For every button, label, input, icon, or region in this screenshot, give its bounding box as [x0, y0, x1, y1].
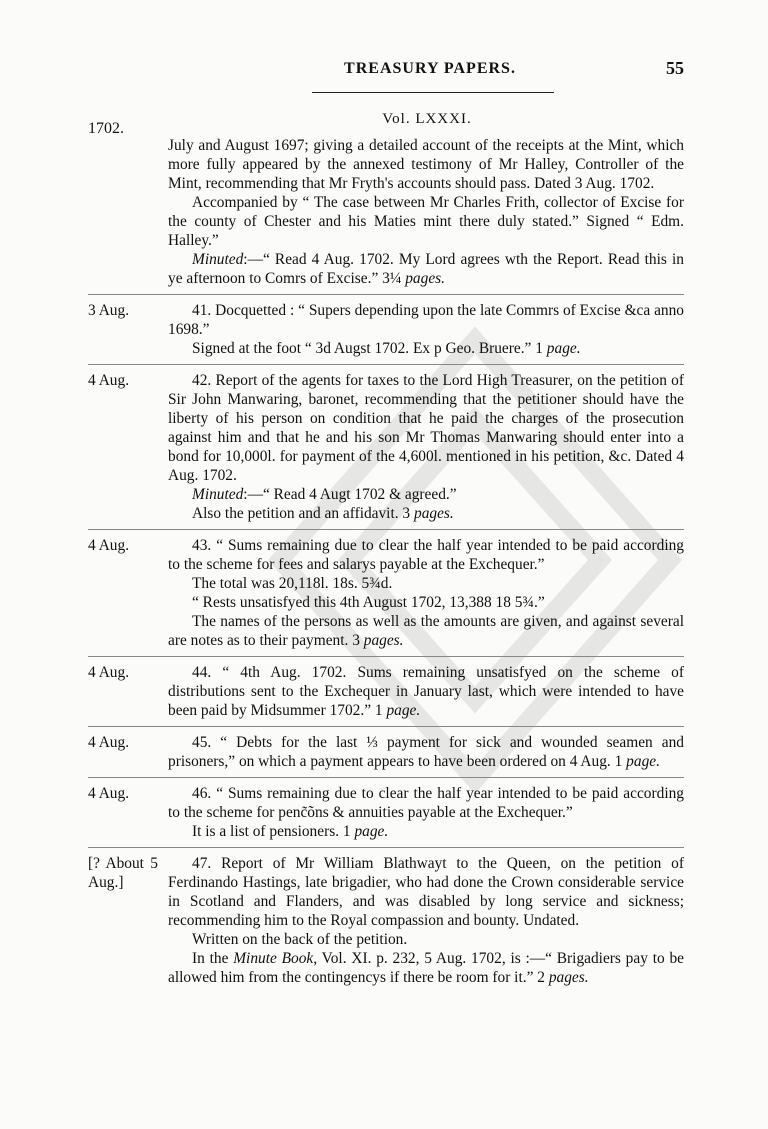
entry-44: [88, 663, 684, 720]
entry-43: [88, 536, 684, 650]
entry-date: 4 Aug.: [88, 372, 130, 389]
entry-intro: [168, 136, 684, 288]
entry-total: The total was 20,118l. 18s. 5¾d.: [192, 575, 393, 592]
entry-divider: [88, 529, 684, 530]
entry-45: [88, 733, 684, 771]
entry-text: Written on the back of the petition.: [192, 931, 408, 948]
entry-divider: [88, 364, 684, 365]
volume-heading: Vol. LXXXI.: [382, 111, 472, 127]
header-rule: [312, 92, 554, 93]
entry-divider: [88, 847, 684, 848]
entry-date: 4 Aug.: [88, 734, 130, 751]
entry-41: [88, 301, 684, 358]
entry-minuted: Minuted:—“ Read 4 Augt 1702 & agreed.”: [192, 486, 457, 503]
entry-text: 45. “ Debts for the last ⅓ payment for sick and wounded seamen and prisoners,” on which a payment appears to have been ordered on 4 Aug. 1 page.: [168, 734, 684, 770]
entry-47: [88, 854, 684, 987]
entry-text: 47. Report of Mr William Blathwayt to the Queen, on the petition of Ferdinando Hastings, late brigadier, who had done the Crown considerable service in Scotland and Flanders, and was disabled by long service and sickness; recommending him to the Royal compassion and bounty. Undated.: [168, 855, 684, 929]
intro-minuted: Minuted:—“ Read 4 Aug. 1702. My Lord agrees wth the Report. Read this in ye afternoon to Comrs of Excise.” 3¼ pages.: [168, 251, 684, 287]
entry-text: In the Minute Book, Vol. XI. p. 232, 5 Aug. 1702, is :—“ Brigadiers pay to be allowed him from the contingencys if there be room for it.” 2 pages.: [168, 950, 684, 986]
intro-accompanied: Accompanied by “ The case between Mr Charles Frith, collector of Excise for the county of Chester and his Maties mint there duly stated.” Signed “ Edm. Halley.”: [168, 194, 684, 249]
entry-date: [? About 5 Aug.]: [88, 855, 158, 891]
page-number: 55: [666, 58, 684, 78]
entry-text: It is a list of pensioners. 1 page.: [192, 823, 389, 840]
entry-46: [88, 784, 684, 841]
entry-text: The names of the persons as well as the amounts are given, and against several are notes as to their payment. 3 pages.: [168, 613, 684, 649]
entry-text: 44. “ 4th Aug. 1702. Sums remaining unsatisfyed on the scheme of distributions sent to the Exchequer in January last, which were intended to have been paid by Midsummer 1702.” 1 page.: [168, 664, 684, 719]
body-text: [88, 136, 684, 987]
entry-divider: [88, 777, 684, 778]
entry-divider: [88, 294, 684, 295]
entry-text: Signed at the foot “ 3d Augst 1702. Ex p Geo. Bruere.” 1 page.: [192, 340, 581, 357]
running-head: TREASURY PAPERS.: [344, 60, 516, 77]
entry-date: 4 Aug.: [88, 664, 130, 681]
entry-42: [88, 371, 684, 523]
entry-text: Also the petition and an affidavit. 3 pages.: [192, 505, 454, 522]
entry-date: 3 Aug.: [88, 302, 130, 319]
entry-date: 4 Aug.: [88, 785, 130, 802]
entry-date: 4 Aug.: [88, 537, 130, 554]
intro-paragraph: July and August 1697; giving a detailed account of the receipts at the Mint, which more fully appeared by the annexed testimony of Mr Halley, Controller of the Mint, recommending that Mr Fryth's accounts should pass. Dated 3 Aug. 1702.: [168, 137, 684, 192]
entry-rests: “ Rests unsatisfyed this 4th August 1702, 13,388 18 5¾.”: [192, 594, 545, 611]
entry-text: 46. “ Sums remaining due to clear the half year intended to be paid according to the scheme for penc̃õns & annuities payable at the Exchequer.”: [168, 785, 684, 821]
entry-text: 42. Report of the agents for taxes to the Lord High Treasurer, on the petition of Sir John Manwaring, baronet, recommending that the petitioner should have the liberty of his person on condition that he paid the charges of the prosecution against him and that he and his son Mr Thomas Manwaring should enter into a bond for 10,000l. for payment of the 4,600l. mentioned in his petition, &c. Dated 4 Aug. 1702.: [168, 372, 684, 484]
entry-text: 41. Docquetted : “ Supers depending upon the late Commrs of Excise &ca anno 1698.”: [168, 302, 684, 338]
entry-divider: [88, 726, 684, 727]
entry-text: 43. “ Sums remaining due to clear the half year intended to be paid according to the scheme for fees and salarys payable at the Exchequer.”: [168, 537, 684, 573]
year-margin: 1702.: [88, 120, 124, 137]
entry-divider: [88, 656, 684, 657]
